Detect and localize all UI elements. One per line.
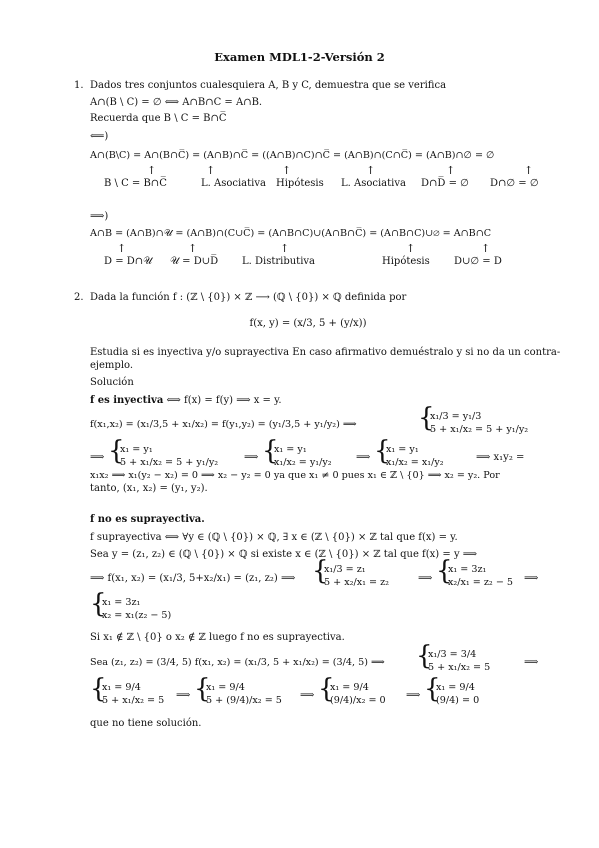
up-arrow-icon: ↑ xyxy=(117,242,127,255)
implies-symbol: ⟹ xyxy=(524,573,539,584)
task-line-1: Estudia si es inyectiva y/o suprayectiva En caso afirmativo demuéstralo y si no da un contra- xyxy=(90,347,561,358)
implies-symbol: ⟹ xyxy=(418,573,433,584)
annotation: 𝒰 = D∪D̅ xyxy=(170,256,219,267)
system-row: x₁ = y₁ xyxy=(386,444,419,455)
up-arrow-icon: ↑ xyxy=(366,164,376,177)
final-remark: que no tiene solución. xyxy=(90,718,202,729)
system-row: x₁ = 3z₁ xyxy=(448,564,487,575)
direction-reverse: ⟸) xyxy=(90,131,109,142)
implies-symbol: ⟹ xyxy=(300,690,315,701)
injective-claim xyxy=(90,395,282,407)
system-row: 5 + x₁/x₂ = 5 xyxy=(428,662,491,673)
injective-heading: f es inyectiva xyxy=(90,395,164,406)
system-row: 5 + x₂/x₁ = z₂ xyxy=(324,577,390,588)
brace-icon: { xyxy=(90,674,107,704)
brace-icon: { xyxy=(90,589,107,619)
annotation: L. Asociativa xyxy=(341,178,406,189)
system-row: (9/4) = 0 xyxy=(436,695,480,706)
implies-symbol: ⟹ xyxy=(176,690,191,701)
brace-icon: { xyxy=(312,556,329,586)
system-2 xyxy=(120,443,218,469)
up-arrow-icon: ↑ xyxy=(481,242,491,255)
solution-heading: Solución xyxy=(90,377,134,388)
injective-definition: ⟺ f(x) = f(y) ⟹ x = y. xyxy=(163,395,282,406)
implies-symbol: ⟹ xyxy=(524,657,539,668)
brace-icon: { xyxy=(418,403,435,433)
annotation: D = D∩𝒰 xyxy=(104,256,153,267)
surjective-definition: f suprayectiva ⟺ ∀y ∈ (ℚ \ {0}) × ℚ, ∃ x ∈ (ℤ \ {0}) × ℤ tal que f(x) = y. xyxy=(90,532,458,543)
annotation: D∩D̅ = ∅ xyxy=(421,178,469,189)
counterexample-step-1: Sea (z₁, z₂) = (3/4, 5) f(x₁, x₂) = (x₁/3, 5 + x₁/x₂) = (3/4, 5) ⟹ xyxy=(90,657,385,668)
system-1 xyxy=(430,410,528,436)
system-9 xyxy=(102,681,164,707)
up-arrow-icon: ↑ xyxy=(282,164,292,177)
system-row: x₁/x₂ = x₁/y₂ xyxy=(386,457,444,468)
brace-icon: { xyxy=(262,436,279,466)
injective-step-1: f(x₁,x₂) = (x₁/3,5 + x₁/x₂) = f(y₁,y₂) = (y₁/3,5 + y₁/y₂) ⟹ xyxy=(90,419,357,430)
implies-symbol: ⟹ xyxy=(244,452,259,463)
up-arrow-icon: ↑ xyxy=(524,164,534,177)
system-row: x₁ = 9/4 xyxy=(206,682,245,693)
problem-1-equation: A∩(B \ C) = ∅ ⟺ A∩B∩C = A∩B. xyxy=(90,97,263,108)
brace-icon: { xyxy=(194,674,211,704)
up-arrow-icon: ↑ xyxy=(206,164,216,177)
annotation: L. Asociativa xyxy=(201,178,266,189)
system-row: x₁ = 9/4 xyxy=(436,682,475,693)
brace-icon: { xyxy=(318,674,335,704)
system-row: 5 + (9/4)/x₂ = 5 xyxy=(206,695,282,706)
system-5 xyxy=(324,563,389,589)
problem-2-statement: Dada la función f : (ℤ \ {0}) × ℤ ⟶ (ℚ \ {0}) × ℚ definida por xyxy=(90,292,407,303)
system-row: x₁/3 = z₁ xyxy=(324,564,366,575)
injective-step-2: x₁x₂ ⟹ x₁(y₂ − x₂) = 0 ⟹ x₂ − y₂ = 0 ya que x₁ ≠ 0 pues x₁ ∈ ℤ \ {0} ⟹ x₂ = y₂. Por xyxy=(90,470,500,481)
surjective-heading: f no es suprayectiva. xyxy=(90,514,205,525)
problem-1-hint: Recuerda que B \ C = B∩C̅ xyxy=(90,113,227,124)
injective-step-tail: ⟹ x₁y₂ = xyxy=(476,452,525,463)
system-row: (9/4)/x₂ = 0 xyxy=(330,695,386,706)
brace-icon: { xyxy=(374,436,391,466)
annotation: D∪∅ = D xyxy=(454,256,502,267)
system-6 xyxy=(448,563,513,589)
system-row: x₂/x₁ = z₂ − 5 xyxy=(448,577,514,588)
surjective-step-1: Sea y = (z₁, z₂) ∈ (ℚ \ {0}) × ℚ si existe x ∈ (ℤ \ {0}) × ℤ tal que f(x) = y ⟹ xyxy=(90,549,478,560)
system-8 xyxy=(428,648,490,674)
annotation: L. Distributiva xyxy=(242,256,316,267)
function-definition: f(x, y) = (x/3, 5 + (y/x)) xyxy=(249,318,367,329)
up-arrow-icon: ↑ xyxy=(446,164,456,177)
system-4 xyxy=(386,443,444,469)
brace-icon: { xyxy=(424,674,441,704)
system-row: x₁ = y₁ xyxy=(274,444,307,455)
implies-symbol: ⟹ xyxy=(90,452,105,463)
system-row: x₁ = 9/4 xyxy=(102,682,141,693)
direction-forward: ⟹) xyxy=(90,211,109,222)
system-7 xyxy=(102,596,171,622)
system-row: x₁ = 9/4 xyxy=(330,682,369,693)
implies-symbol: ⟹ xyxy=(406,690,421,701)
annotation: D∩∅ = ∅ xyxy=(490,178,539,189)
up-arrow-icon: ↑ xyxy=(406,242,416,255)
system-3 xyxy=(274,443,332,469)
system-row: 5 + x₁/x₂ = 5 xyxy=(102,695,165,706)
system-10 xyxy=(206,681,282,707)
problem-1-number: 1. xyxy=(74,80,84,91)
system-12 xyxy=(436,681,479,707)
injective-conclusion: tanto, (x₁, x₂) = (y₁, y₂). xyxy=(90,483,208,494)
annotation: Hipótesis xyxy=(276,178,324,189)
system-row: x₁/3 = 3/4 xyxy=(428,649,477,660)
proof-chain-2: A∩B = (A∩B)∩𝒰 = (A∩B)∩(C∪C̅) = (A∩B∩C)∪(A∩B∩C̅) = (A∩B∩C)∪∅ = A∩B∩C xyxy=(90,228,492,239)
problem-2-number: 2. xyxy=(74,292,84,303)
task-line-2: ejemplo. xyxy=(90,360,134,371)
surjective-conclusion: Si x₁ ∉ ℤ \ {0} o x₂ ∉ ℤ luego f no es suprayectiva. xyxy=(90,632,345,643)
up-arrow-icon: ↑ xyxy=(147,164,157,177)
system-row: x₁/3 = y₁/3 xyxy=(430,411,482,422)
brace-icon: { xyxy=(416,641,433,671)
up-arrow-icon: ↑ xyxy=(280,242,290,255)
system-row: x₁/x₂ = y₁/y₂ xyxy=(274,457,332,468)
page-title: Examen MDL1-2-Versión 2 xyxy=(214,50,385,64)
system-11 xyxy=(330,681,386,707)
brace-icon: { xyxy=(108,436,125,466)
proof-chain-1: A∩(B\C) = A∩(B∩C̅) = (A∩B)∩C̅ = ((A∩B)∩C)∩C̅ = (A∩B)∩(C∩C̅) = (A∩B)∩∅ = ∅ xyxy=(90,150,495,161)
up-arrow-icon: ↑ xyxy=(188,242,198,255)
system-row: 5 + x₁/x₂ = 5 + y₁/y₂ xyxy=(120,457,219,468)
system-row: 5 + x₁/x₂ = 5 + y₁/y₂ xyxy=(430,424,529,435)
problem-1-statement: Dados tres conjuntos cualesquiera A, B y C, demuestra que se verifica xyxy=(90,80,447,91)
brace-icon: { xyxy=(436,556,453,586)
annotation: Hipótesis xyxy=(382,256,430,267)
system-row: x₁ = y₁ xyxy=(120,444,153,455)
system-row: x₁ = 3z₁ xyxy=(102,597,141,608)
annotation: B \ C = B∩C̅ xyxy=(104,178,167,189)
surjective-step-2: ⟹ f(x₁, x₂) = (x₁/3, 5+x₂/x₁) = (z₁, z₂) ⟹ xyxy=(90,573,296,584)
system-row: x₂ = x₁(z₂ − 5) xyxy=(102,610,172,621)
implies-symbol: ⟹ xyxy=(356,452,371,463)
